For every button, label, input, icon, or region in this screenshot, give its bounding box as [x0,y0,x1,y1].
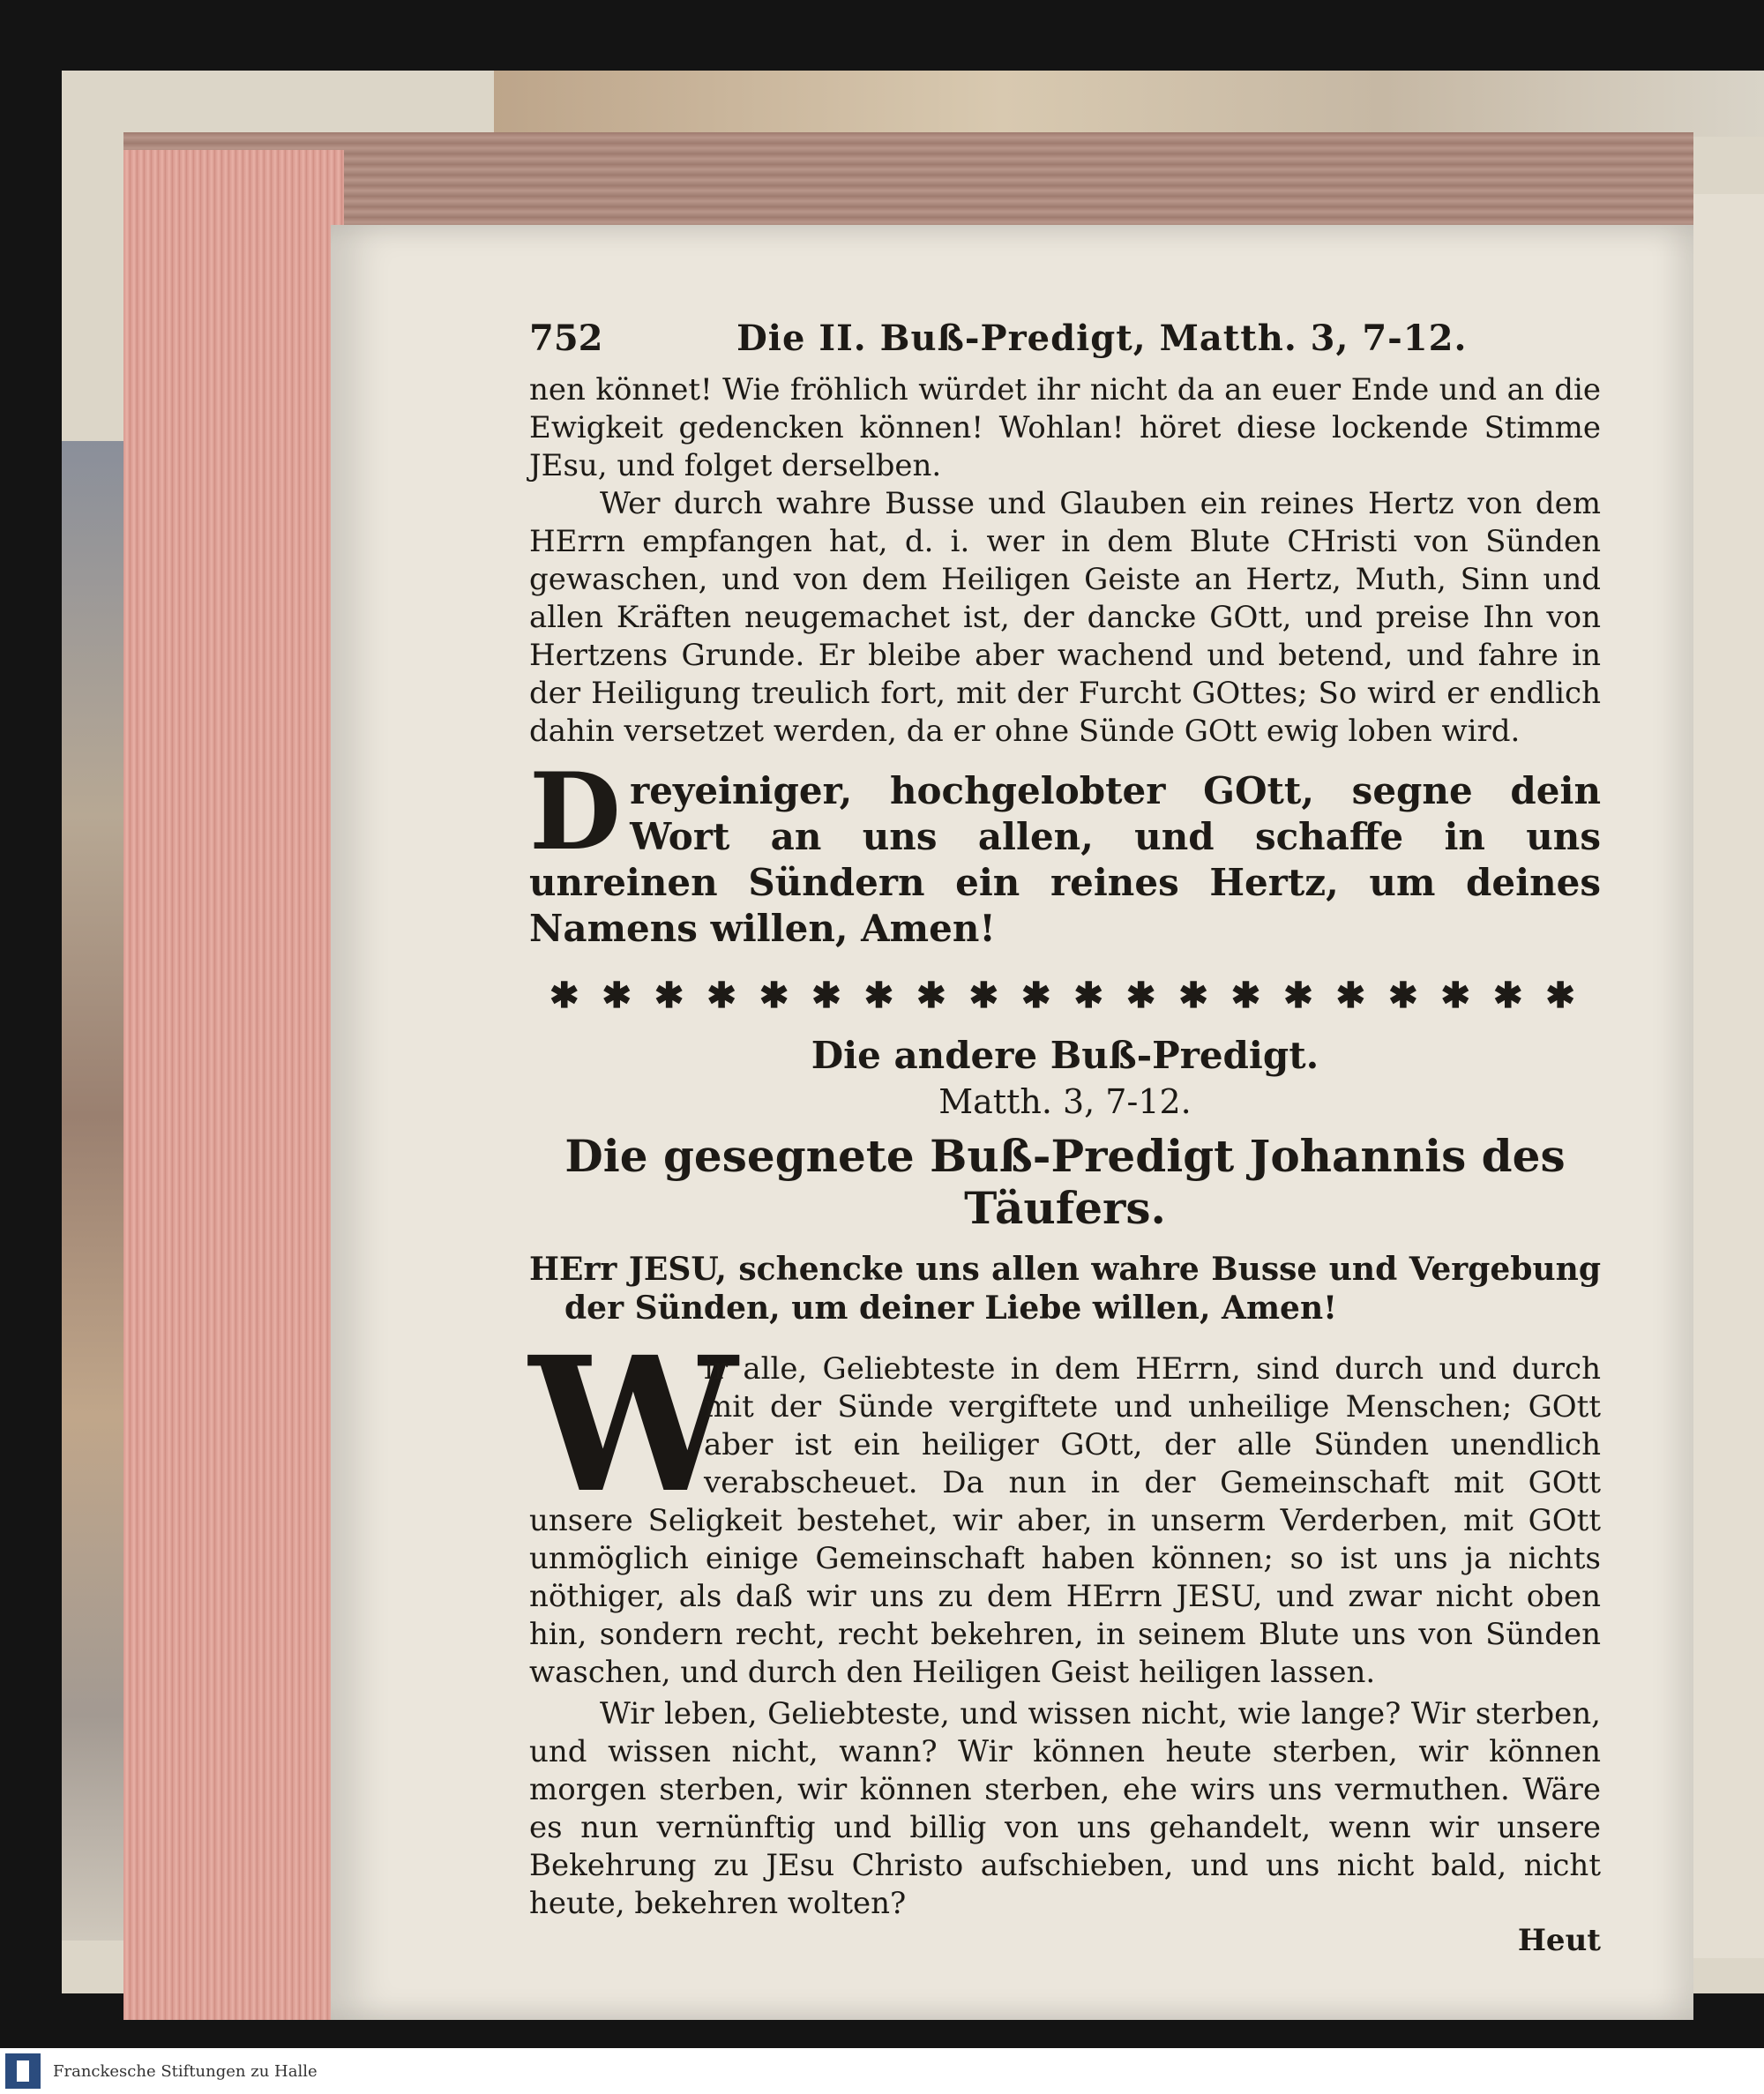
running-title: Die II. Buß-Predigt, Matth. 3, 7-12. [736,318,1468,359]
page-block-top-edge [123,132,1693,229]
paragraph-pure-heart: Wer durch wahre Busse und Glauben ein reines Hertz von dem HErrn empfangen hat, d. i. wer in dem Blute CHristi von Sünden gewaschen, und von dem Heiligen Geiste an Hertz, Muth, Sinn und allen Kräften neugemachet ist, der dancke GOtt, und preise Ihn von Hertzens Grunde. Er bleibe aber wachend und betend, und fahre in der Heiligung treulich fort, mit der Furcht GOttes; So wird er endlich dahin versetzet werden, da er ohne Sünde GOtt ewig loben wird. [529,486,1601,749]
institution-logo-icon [5,2053,41,2089]
sermon-second-paragraph: Wir leben, Geliebteste, und wissen nicht, wie lange? Wir sterben, und wissen nicht, wann? Wir können heute sterben, wir können morgen sterben, wir können sterben, ehe wirs uns vermuthen. Wäre es nun vernünftig und billig von uns gehandelt, wenn wir unsere Bekehrung zu JEsu Christo aufschieben, und uns nicht bald, nicht heute, bekehren wolten? [529,1696,1601,1921]
prayer-initial: D [529,750,622,874]
section-heading: Die andere Buß-Predigt. [811,1034,1319,1077]
sermon-first-paragraph [529,1316,1601,1692]
cover-cloth [494,71,1764,137]
running-header [529,318,1601,359]
star-ornament-divider: ✱ ✱ ✱ ✱ ✱ ✱ ✱ ✱ ✱ ✱ ✱ ✱ ✱ ✱ ✱ ✱ ✱ ✱ ✱ ✱ [549,975,1581,1016]
sermon-title: Die gesegnete Buß-Predigt Johannis des Täufers. [564,1130,1566,1234]
institution-name: Franckesche Stiftungen zu Halle [53,2061,318,2081]
first-paragraph-text: ir alle, Geliebteste in dem HErrn, sind durch und durch mit der Sünde vergiftete und unheilige Menschen; GOtt aber ist ein heiliger GOtt, der alle Sünden unendlich verabscheuet. Da nun in der Gemeinschaft mit GOtt unsere Seligkeit bestehet, wir aber, in unserm Verderben, mit GOtt unmöglich einige Gemeinschaft haben können; so ist uns ja nichts nöthiger, als daß wir uns zu dem HErrn JESU, und zwar nicht oben hin, sondern recht, recht bekehren, in seinem Blute uns von Sünden waschen, und durch den Heiligen Geist heiligen lassen. [529,1351,1601,1690]
scripture-reference: Matth. 3, 7-12. [938,1082,1192,1121]
closing-prayer [529,750,1601,952]
prayer-text: reyeiniger, hochgelobter GOtt, segne dein Wort an uns allen, und schaffe in uns unreinen Sündern ein reines Hertz, um deines Namens willen, Amen! [529,769,1601,950]
paragraph-continuation: nen könnet! Wie fröhlich würdet ihr nicht da an euer Ende und an die Ewigkeit gedencken können! Wohlan! höret diese lockende Stimme JEsu, und folget derselben. [529,372,1601,483]
facing-page-edge [1693,194,1764,1958]
page-text [529,318,1601,1958]
footer-bar [0,2048,1764,2094]
opening-prayer: HErr JESU, schencke uns allen wahre Busse und Vergebung der Sünden, um deiner Liebe willen, Amen! [529,1251,1601,1327]
page-block-fore-edge [123,150,344,2020]
page-number: 752 [529,318,603,359]
catchword: Heut [1517,1923,1601,1958]
ornamental-initial: W [529,1316,737,1534]
